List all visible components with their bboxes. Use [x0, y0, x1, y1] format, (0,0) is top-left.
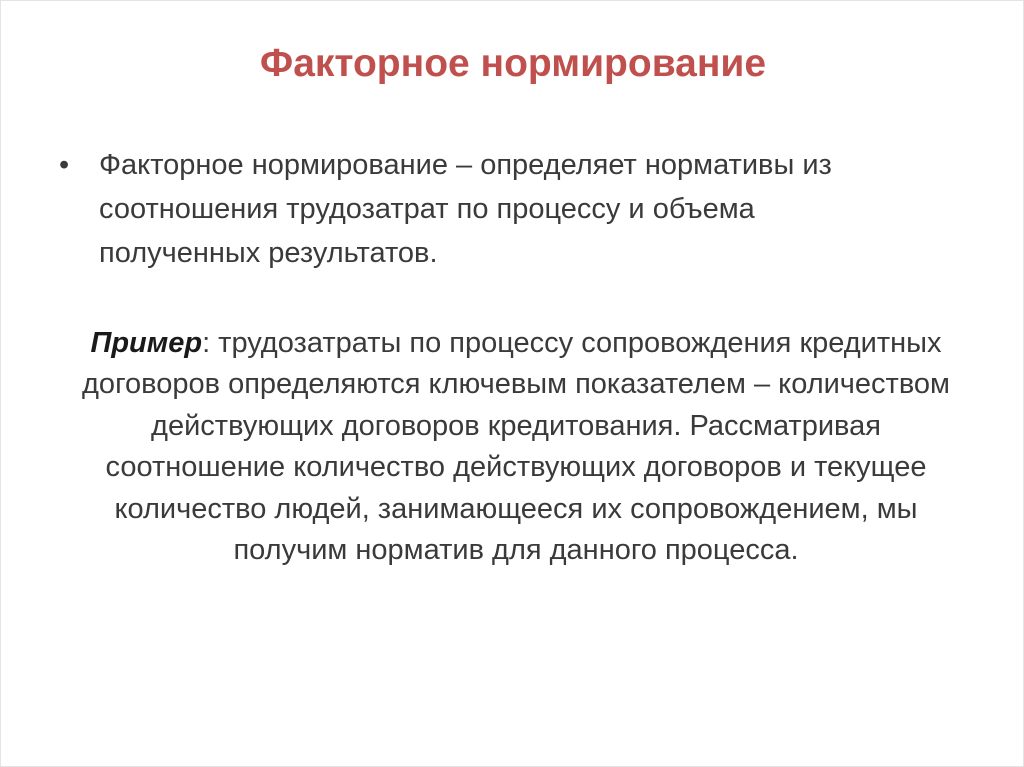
example-label: Пример [90, 327, 203, 359]
example-separator: : [202, 327, 211, 359]
bullet-marker: • [59, 149, 70, 181]
example-text: трудозатраты по процессу сопровождения кредитных договоров определяются ключевым показателем – количеством действующих договоров кредитования. Рассматривая соотношение количество действующих договоров и текущее количество людей, занимающееся их сопровождением, мы получим норматив для данного процесса. [82, 327, 950, 567]
example-paragraph [61, 323, 971, 571]
bullet-text: Факторное нормирование – определяет нормативы из соотношения трудозатрат по процессу и объема полученных результатов. [99, 149, 832, 269]
slide-title: Факторное нормирование [259, 42, 767, 85]
bullet-item [59, 143, 959, 275]
